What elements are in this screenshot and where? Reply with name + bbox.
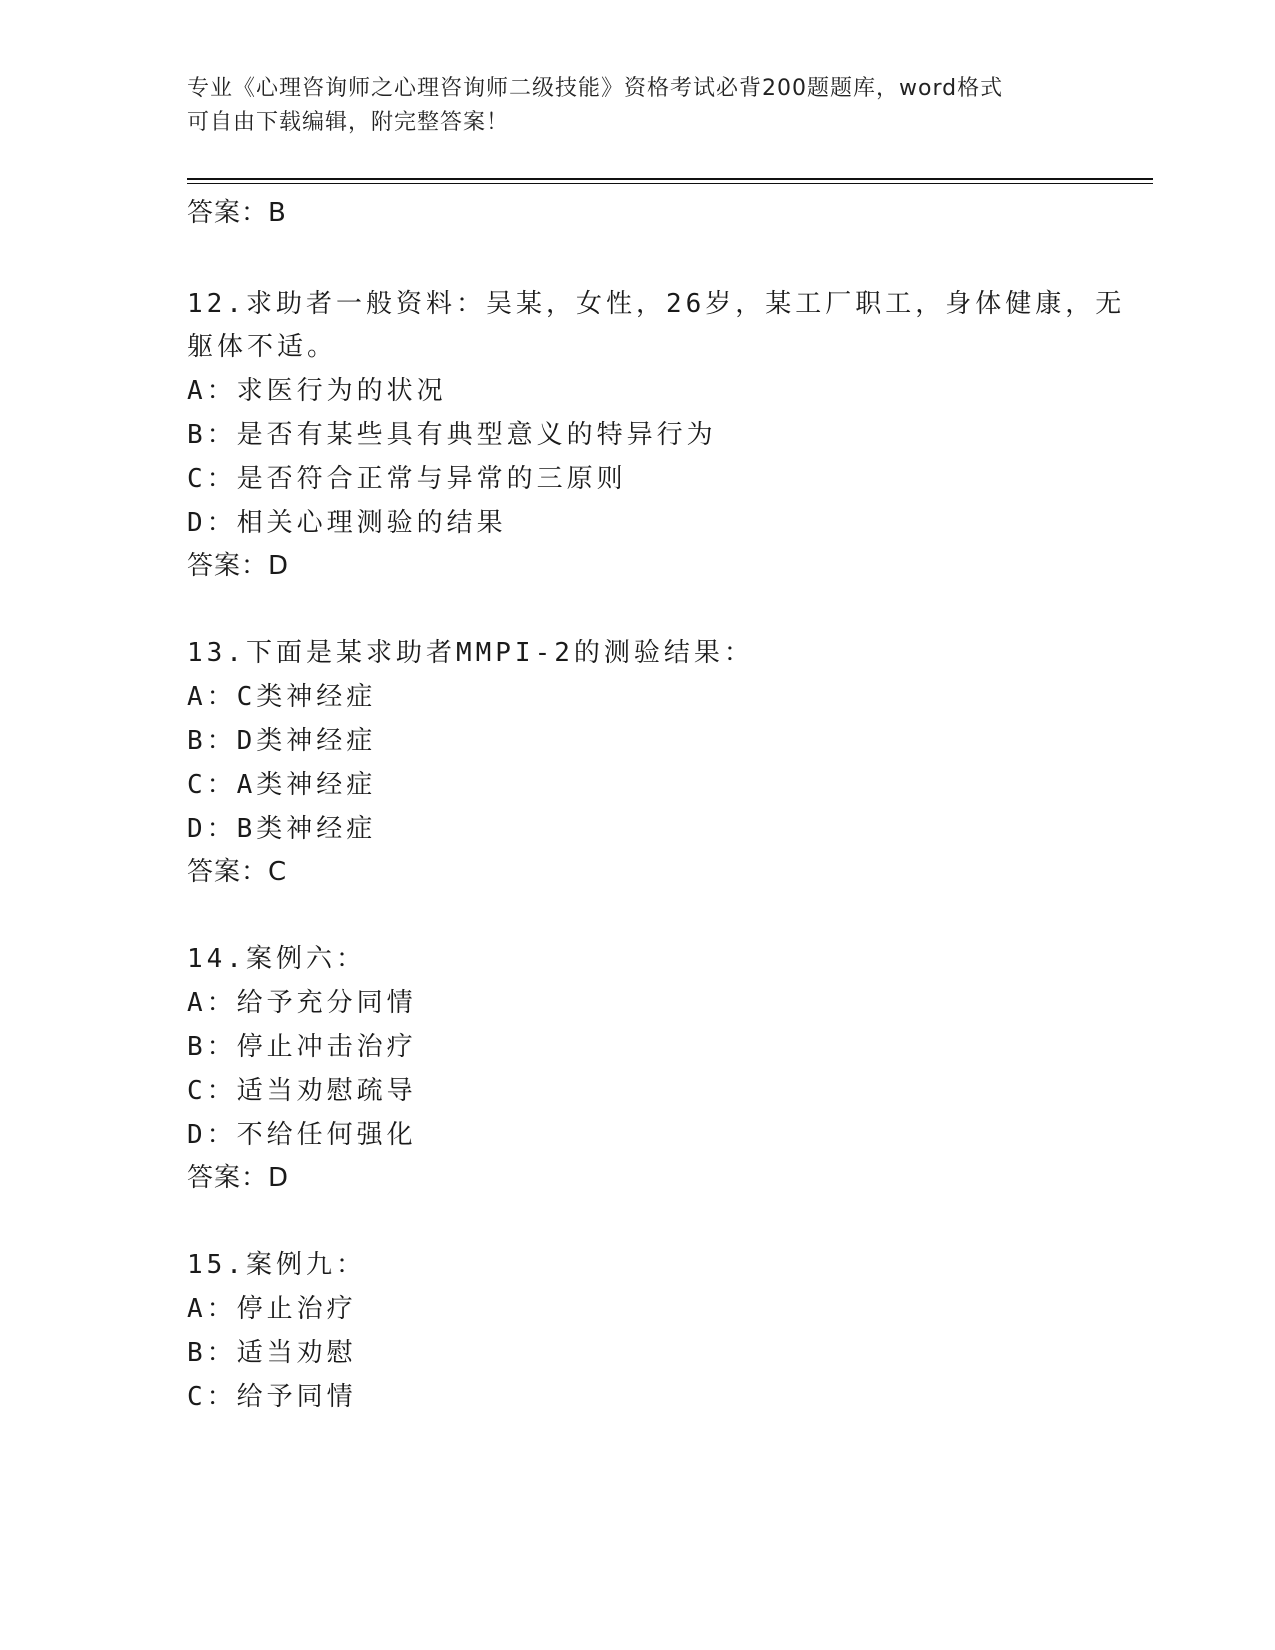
question-13-answer: 答案：C: [187, 857, 288, 887]
header-line-1: 专业《心理咨询师之心理咨询师二级技能》资格考试必背200题题库，word格式: [187, 76, 1004, 101]
question-12-option-c: C：是否符合正常与异常的三原则: [187, 464, 627, 494]
answer-label: 答案：B: [187, 198, 287, 228]
question-13-option-c: C：A类神经症: [187, 770, 377, 800]
question-15-text: 15.案例九：: [187, 1250, 366, 1280]
document-header: [187, 72, 1087, 140]
question-15-option-b: B：适当劝慰: [187, 1338, 357, 1368]
question-14-option-b: B：停止冲击治疗: [187, 1032, 417, 1062]
question-13-option-a: A：C类神经症: [187, 682, 377, 712]
question-14-text: 14.案例六：: [187, 944, 366, 974]
header-line-2: 可自由下载编辑，附完整答案！: [187, 110, 510, 135]
question-12-option-b: B：是否有某些具有典型意义的特异行为: [187, 420, 717, 450]
question-14-option-d: D：不给任何强化: [187, 1120, 417, 1150]
question-12-text-cont: 躯体不适。: [187, 332, 338, 362]
question-13-option-b: B：D类神经症: [187, 726, 377, 756]
question-15-option-a: A：停止治疗: [187, 1294, 357, 1324]
question-12-option-d: D：相关心理测验的结果: [187, 508, 507, 538]
question-12-option-a: A：求医行为的状况: [187, 376, 447, 406]
question-12-text: 12.求助者一般资料：吴某，女性，26岁，某工厂职工，身体健康，无: [187, 289, 1126, 319]
question-14-option-c: C：适当劝慰疏导: [187, 1076, 417, 1106]
question-14-option-a: A：给予充分同情: [187, 988, 417, 1018]
question-15-option-c: C：给予同情: [187, 1382, 357, 1412]
question-13-text: 13.下面是某求助者MMPI-2的测验结果：: [187, 638, 754, 668]
header-rule-thin: [187, 183, 1153, 184]
question-12-answer: 答案：D: [187, 551, 290, 581]
header-rule-thick: [187, 178, 1153, 180]
question-13-option-d: D：B类神经症: [187, 814, 377, 844]
question-14-answer: 答案：D: [187, 1163, 290, 1193]
